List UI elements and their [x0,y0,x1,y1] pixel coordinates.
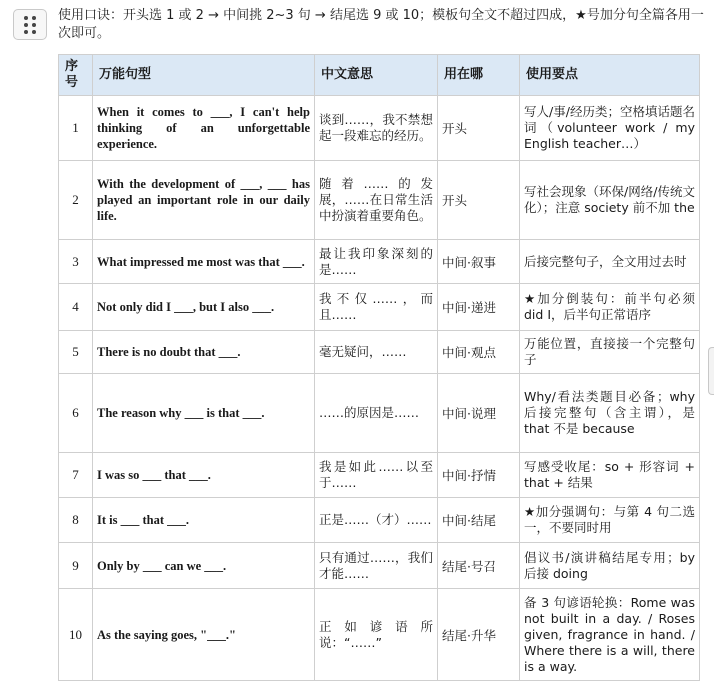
row-tips: 写人/事/经历类；空格填话题名词（volunteer work / my English teacher…） [520,96,700,161]
table-row [59,589,700,681]
header-meaning: 中文意思 [315,55,438,96]
row-meaning: ……的原因是…… [315,374,438,453]
header-no: 序号 [59,55,93,96]
row-position: 开头 [438,96,520,161]
row-meaning: 谈到……，我不禁想起一段难忘的经历。 [315,96,438,161]
table-row [59,498,700,543]
table-row [59,543,700,589]
row-position: 中间·抒情 [438,453,520,498]
table-row [59,374,700,453]
row-no: 7 [59,453,93,498]
header-template: 万能句型 [93,55,315,96]
row-meaning: 只有通过……，我们才能…… [315,543,438,589]
table-row [59,161,700,240]
table-row [59,453,700,498]
row-tips: Why/看法类题目必备；why 后接完整句（含主谓），是 that 不是 because [520,374,700,453]
row-position: 结尾·号召 [438,543,520,589]
row-meaning: 最让我印象深刻的是…… [315,240,438,284]
row-tips: ★加分倒装句：前半句必须 did I，后半句正常语序 [520,284,700,331]
row-meaning: 随着……的发展，……在日常生活中扮演着重要角色。 [315,161,438,240]
row-template: Only by ___ can we ___. [93,543,315,589]
sentence-template-table [58,54,700,681]
row-tips: 备 3 句谚语轮换：Rome was not built in a day. / Roses given, fragrance in hand. / Where there is a will, there is a way. [520,589,700,681]
grip-icon [24,16,36,34]
row-meaning: 我不仅……，而且…… [315,284,438,331]
row-tips: 写社会现象（环保/网络/传统文化）；注意 society 前不加 the [520,161,700,240]
row-meaning: 我是如此……以至于…… [315,453,438,498]
row-no: 8 [59,498,93,543]
row-tips: 后接完整句子，全文用过去时 [520,240,700,284]
row-position: 中间·观点 [438,331,520,374]
row-position: 中间·说理 [438,374,520,453]
row-template: It is ___ that ___. [93,498,315,543]
row-template: What impressed me most was that ___. [93,240,315,284]
row-tips: 写感受收尾：so + 形容词 + that + 结果 [520,453,700,498]
drag-handle-button[interactable] [13,9,47,40]
row-tips: 万能位置，直接接一个完整句子 [520,331,700,374]
row-template: I was so ___ that ___. [93,453,315,498]
row-no: 4 [59,284,93,331]
row-template: As the saying goes, "___." [93,589,315,681]
row-template: There is no doubt that ___. [93,331,315,374]
row-no: 6 [59,374,93,453]
row-no: 3 [59,240,93,284]
row-no: 1 [59,96,93,161]
header-tips: 使用要点 [520,55,700,96]
row-no: 9 [59,543,93,589]
table-header-row [59,55,700,96]
table-row [59,240,700,284]
row-meaning: 正如谚语所说：“……” [315,589,438,681]
table-row [59,284,700,331]
row-template: The reason why ___ is that ___. [93,374,315,453]
side-panel-toggle[interactable] [708,347,714,395]
row-template: With the development of ___, ___ has played an important role in our daily life. [93,161,315,240]
row-position: 中间·叙事 [438,240,520,284]
row-no: 5 [59,331,93,374]
row-position: 中间·递进 [438,284,520,331]
row-position: 开头 [438,161,520,240]
row-template: Not only did I ___, but I also ___. [93,284,315,331]
row-tips: ★加分强调句：与第 4 句二选一，不要同时用 [520,498,700,543]
table-row [59,96,700,161]
row-position: 中间·结尾 [438,498,520,543]
header-position: 用在哪 [438,55,520,96]
row-no: 10 [59,589,93,681]
table-row [59,331,700,374]
row-tips: 倡议书/演讲稿结尾专用；by 后接 doing [520,543,700,589]
row-no: 2 [59,161,93,240]
row-position: 结尾·升华 [438,589,520,681]
usage-intro-text: 使用口诀：开头选 1 或 2 → 中间挑 2~3 句 → 结尾选 9 或 10；模板句全文不超过四成，★号加分句全篇各用一次即可。 [58,8,704,41]
row-meaning: 正是……（才）…… [315,498,438,543]
row-template: When it comes to ___, I can't help thinking of an unforgettable experience. [93,96,315,161]
row-meaning: 毫无疑问，…… [315,331,438,374]
